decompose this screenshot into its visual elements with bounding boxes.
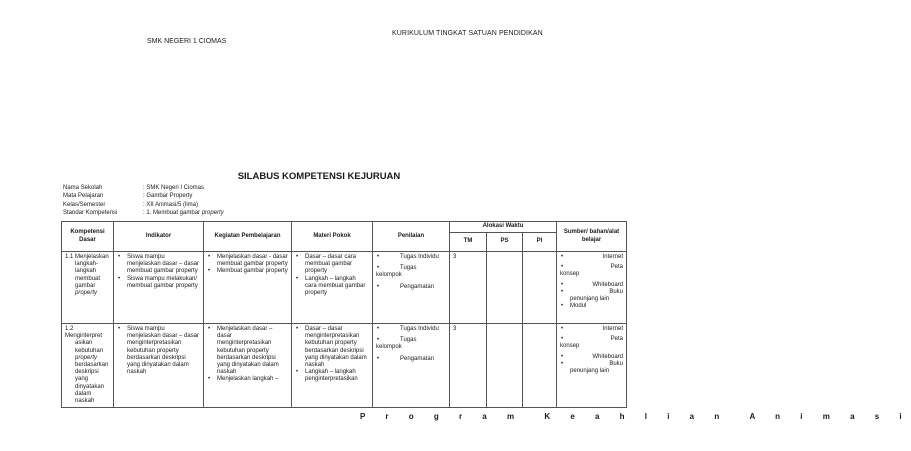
kd-line: berdasarkan [75, 362, 109, 369]
col-header-ps: PS [487, 233, 523, 252]
kd-line: gambar [75, 282, 96, 289]
list-item: • Tugas [386, 337, 446, 344]
col-header-kompetensi: Kompetensi Dasar [62, 222, 114, 252]
info-key: Standar Kompetensi [63, 209, 118, 216]
info-key: Kelas/Semester [63, 201, 106, 208]
list-item: • Langkah – langkah cara membuat gambar property [305, 276, 369, 298]
indikator-cell [114, 252, 204, 324]
list-item: • Tugas Individu [386, 254, 446, 261]
col-header-tm: TM [450, 233, 487, 252]
syllabus-info [63, 184, 224, 217]
list-item: • Buku [570, 361, 623, 368]
footer-word-keahlian: K e a h l i a n [544, 412, 729, 421]
kd-line: dalam naskah [75, 390, 95, 405]
kegiatan-cell [204, 324, 292, 408]
school-header: SMK NEGERI 1 CIOMAS [147, 38, 227, 45]
indikator-cell [114, 324, 204, 408]
list-item-continuation: penunjang lain [570, 296, 610, 303]
tm-value: 3 [453, 254, 457, 260]
kompetensi-cell [62, 252, 114, 324]
list-item: • Peta [570, 264, 623, 271]
ps-cell [487, 324, 523, 408]
table-row [62, 252, 627, 324]
kd-line: property [75, 354, 98, 361]
kompetensi-cell [62, 324, 114, 408]
kegiatan-cell [204, 252, 292, 324]
info-key: Nama Sekolah [63, 185, 103, 191]
sumber-cell [557, 324, 627, 408]
list-item: • Peta [570, 336, 623, 343]
kd-line: asikan [75, 340, 93, 347]
kd-line: deskripsi yang [75, 369, 99, 383]
list-item: • Siswa mampu melakukan/ membuat gambar property [127, 276, 200, 290]
info-row-class [63, 201, 224, 209]
col-header-sumber: Sumber/ bahan/alat belajar [557, 222, 627, 252]
list-item: • Internet [570, 326, 623, 333]
list-item: • Buku [570, 289, 623, 296]
info-row-subject [63, 192, 224, 200]
col-header-kegiatan: Kegiatan Pembelajaran [204, 222, 292, 252]
col-header-alokasi: Alokasi Waktu [450, 222, 557, 233]
info-value-italic: property [201, 209, 224, 216]
list-item: • Siswa mampu menjelaskan dasar – dasar membuat gambar property [127, 254, 200, 276]
list-item: • Dasar – dasar menginterpretasikan kebutuhan property berdasarkan deskripsi yang dinyatakan dalam naskah [305, 326, 369, 369]
list-item: • Tugas [386, 265, 446, 272]
list-item: • Langkah – langkah penginterpretasikan [305, 369, 369, 383]
col-header-pi: PI [523, 233, 557, 252]
list-item: • Tugas Individu [386, 326, 446, 333]
kd-line: langkah- [75, 261, 99, 268]
list-item: • Pengamatan [386, 284, 446, 291]
info-value: : SMK Negeri I Ciomas [143, 185, 205, 191]
kd-line: property [75, 290, 98, 297]
col-header-indikator: Indikator [114, 222, 204, 252]
kd-line: langkah [75, 268, 97, 275]
tm-cell [450, 252, 487, 324]
list-item-continuation: konsep [560, 343, 580, 350]
list-item: • Membuat gambar property [217, 268, 288, 275]
footer-word-program: P r o g r a m [360, 412, 524, 421]
penilaian-cell [373, 324, 450, 408]
kd-line: 1.2 Menginterpret [65, 326, 103, 340]
materi-cell [292, 252, 373, 324]
col-header-materi: Materi Pokok [292, 222, 373, 252]
penilaian-cell [373, 252, 450, 324]
footer-word-animasi: A n i m a s i [749, 412, 911, 421]
curriculum-header: KURIKULUM TINGKAT SATUAN PENDIDIKAN [392, 30, 543, 37]
col-header-penilaian: Penilaian [373, 222, 450, 252]
info-value-text: : 1. Membuat gambar [143, 209, 202, 216]
list-item: • Whiteboard [570, 282, 623, 289]
kd-line: dinyatakan [75, 383, 105, 390]
list-item: • Internet [570, 254, 623, 261]
table-row [62, 324, 627, 408]
kd-line: membuat [75, 275, 101, 282]
list-item: • Dasar – dasar cara membuat gambar property [305, 254, 369, 276]
list-item-continuation: penunjang lain [570, 368, 610, 375]
info-row-school [63, 184, 224, 192]
pi-cell [523, 252, 557, 324]
list-item-continuation: konsep [560, 271, 580, 278]
list-item-continuation: kelompok [376, 344, 402, 351]
info-value: : XII Animasi/5 (lima) [143, 201, 199, 208]
pi-cell [523, 324, 557, 408]
list-item: • Pengamatan [386, 356, 446, 363]
kd-line: kebutuhan [75, 347, 104, 354]
syllabus-table [61, 221, 627, 408]
materi-cell [292, 324, 373, 408]
info-value: : Gambar Property [143, 193, 193, 200]
list-item: • Menjelaskan dasar - dasar membuat gambar property [217, 254, 288, 268]
info-key: Mata Pelajaran [63, 193, 104, 200]
footer-program [360, 412, 911, 421]
tm-cell [450, 324, 487, 408]
tm-value: 3 [453, 326, 457, 332]
list-item: • Whiteboard [570, 354, 623, 361]
info-value [143, 209, 224, 217]
ps-cell [487, 252, 523, 324]
page-title: SILABUS KOMPETENSI KEJURUAN [237, 171, 401, 182]
sumber-cell [557, 252, 627, 324]
kd-line: 1.1 Menjelaskan [65, 254, 109, 260]
list-item: • Siswa mampu menjelaskan dasar – dasar menginterpretasikan kebutuhan property berdasarkan deskripsi yang dinyatakan dalam naskah [127, 326, 200, 376]
list-item: • Menjelaskan langkah – [217, 376, 288, 383]
list-item: • Menjelaskan dasar – dasar menginterpretasikan kebutuhan property berdasarkan deskripsi yang dinyatakan dalam naskah [217, 326, 288, 376]
info-row-standard [63, 209, 224, 217]
list-item-continuation: kelompok [376, 272, 402, 279]
list-item: • Modul [570, 303, 623, 310]
